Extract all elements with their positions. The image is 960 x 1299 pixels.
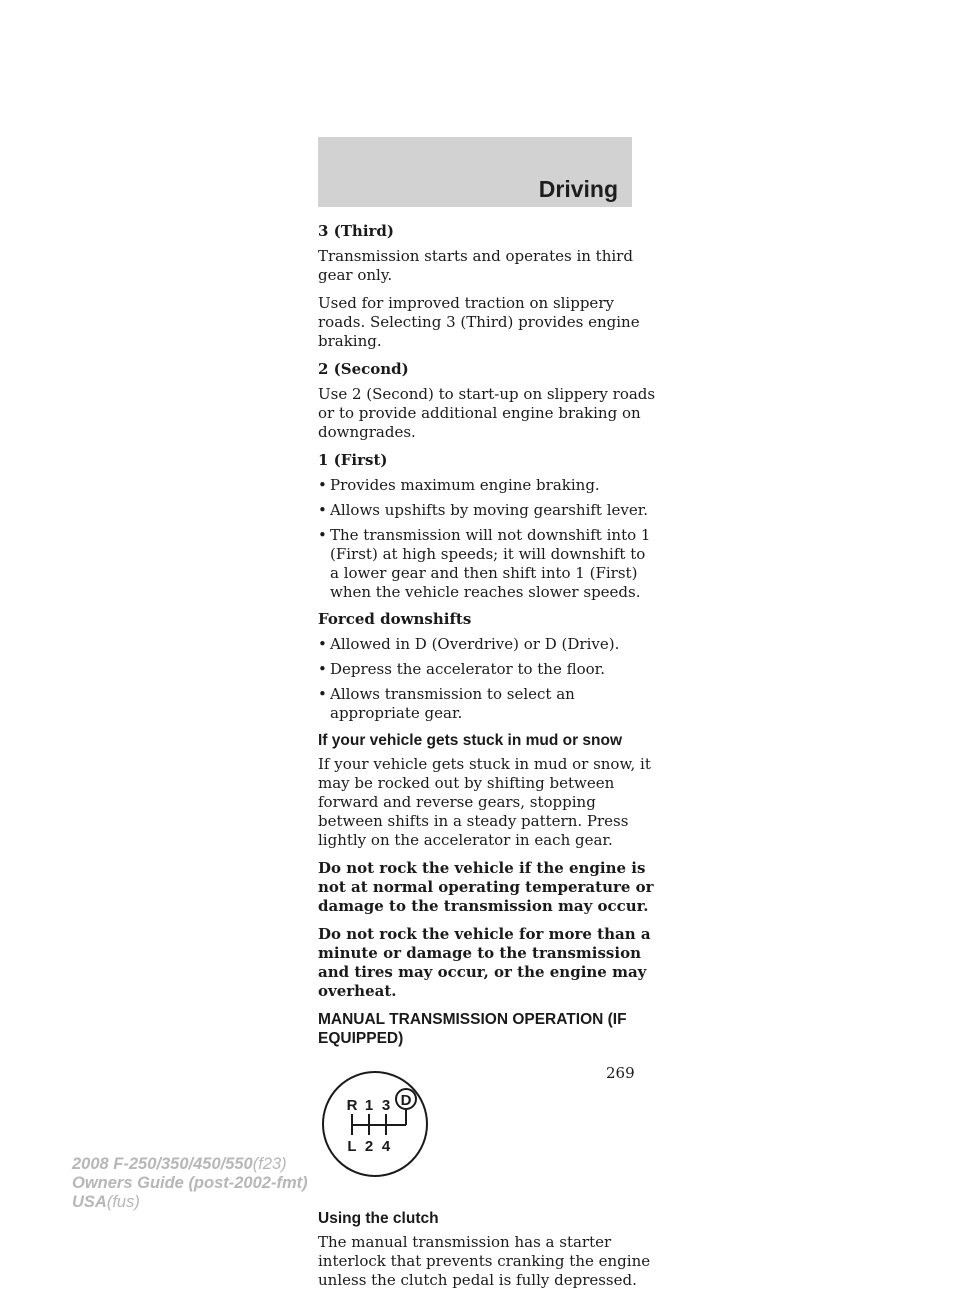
footer-line-1 xyxy=(72,1155,308,1174)
using-clutch-heading: Using the clutch xyxy=(318,1210,439,1227)
list-item-text: Depress the accelerator to the floor. xyxy=(330,660,605,678)
list-item xyxy=(318,635,658,654)
gear-label-1: 1 xyxy=(364,1097,374,1114)
stuck-in-mud-heading: If your vehicle gets stuck in mud or snow xyxy=(318,732,623,749)
bullet-icon: • xyxy=(318,685,327,703)
list-item-text: Allowed in D (Overdrive) or D (Drive). xyxy=(330,635,620,653)
second-gear-paragraph: Use 2 (Second) to start-up on slippery roads or to provide additional engine braking on downgrades. xyxy=(318,385,656,441)
bullet-icon: • xyxy=(318,526,327,544)
footer-model: 2008 F-250/350/450/550 xyxy=(72,1155,253,1173)
third-gear-paragraph-1: Transmission starts and operates in third gear only. xyxy=(318,247,633,284)
footer-market-code: (fus) xyxy=(106,1193,140,1211)
footer-line-3 xyxy=(72,1193,308,1212)
document-footer xyxy=(72,1155,308,1212)
footer-line-2: Owners Guide (post-2002-fmt) xyxy=(72,1174,308,1192)
rocking-warning-1: Do not rock the vehicle if the engine is not at normal operating temperature or damage to the transmission may occur. xyxy=(318,859,654,915)
overdrive-label: D xyxy=(400,1092,412,1109)
second-gear-heading: 2 (Second) xyxy=(318,360,409,378)
page-content xyxy=(318,222,658,1299)
manual-transmission-heading: MANUAL TRANSMISSION OPERATION (IF EQUIPPED) xyxy=(318,1011,627,1047)
third-gear-heading: 3 (Third) xyxy=(318,222,395,240)
list-item xyxy=(318,526,658,602)
footer-market: USA xyxy=(72,1193,107,1211)
bullet-icon: • xyxy=(318,476,327,494)
list-item xyxy=(318,685,658,723)
first-gear-heading: 1 (First) xyxy=(318,451,388,469)
list-item-text: Allows upshifts by moving gearshift lever. xyxy=(330,501,649,519)
bullet-icon: • xyxy=(318,660,327,678)
chapter-header-band xyxy=(318,137,632,207)
list-item xyxy=(318,476,658,495)
gear-label-2: 2 xyxy=(364,1138,374,1155)
list-item-text: Allows transmission to select an appropriate gear. xyxy=(330,685,575,722)
forced-downshifts-list xyxy=(318,635,658,723)
stuck-paragraph: If your vehicle gets stuck in mud or snow, it may be rocked out by shifting between forward and reverse gears, stopping between shifts in a steady pattern. Press lightly on the accelerator in each gear. xyxy=(318,755,651,849)
third-gear-paragraph-2: Used for improved traction on slippery roads. Selecting 3 (Third) provides engine braking. xyxy=(318,294,640,350)
list-item xyxy=(318,501,658,520)
list-item-text: The transmission will not downshift into 1 (First) at high speeds; it will downshift to a lower gear and then shift into 1 (First) when the vehicle reaches slower speeds. xyxy=(330,526,651,601)
gear-label-3: 3 xyxy=(381,1097,391,1114)
page-number: 269 xyxy=(606,1064,635,1082)
rocking-warning-2: Do not rock the vehicle for more than a minute or damage to the transmission and tires may occur, or the engine may overheat. xyxy=(318,925,651,1000)
bullet-icon: • xyxy=(318,501,327,519)
gear-label-l: L xyxy=(347,1138,357,1155)
gear-label-4: 4 xyxy=(381,1138,391,1155)
list-item xyxy=(318,660,658,679)
list-item-text: Provides maximum engine braking. xyxy=(330,476,600,494)
first-gear-list xyxy=(318,476,658,602)
gear-label-r: R xyxy=(346,1097,358,1114)
bullet-icon: • xyxy=(318,635,327,653)
forced-downshifts-heading: Forced downshifts xyxy=(318,610,472,628)
chapter-title: Driving xyxy=(538,176,618,202)
clutch-paragraph: The manual transmission has a starter interlock that prevents cranking the engine unless the clutch pedal is fully depressed. xyxy=(318,1233,651,1289)
footer-model-code: (f23) xyxy=(252,1155,287,1173)
